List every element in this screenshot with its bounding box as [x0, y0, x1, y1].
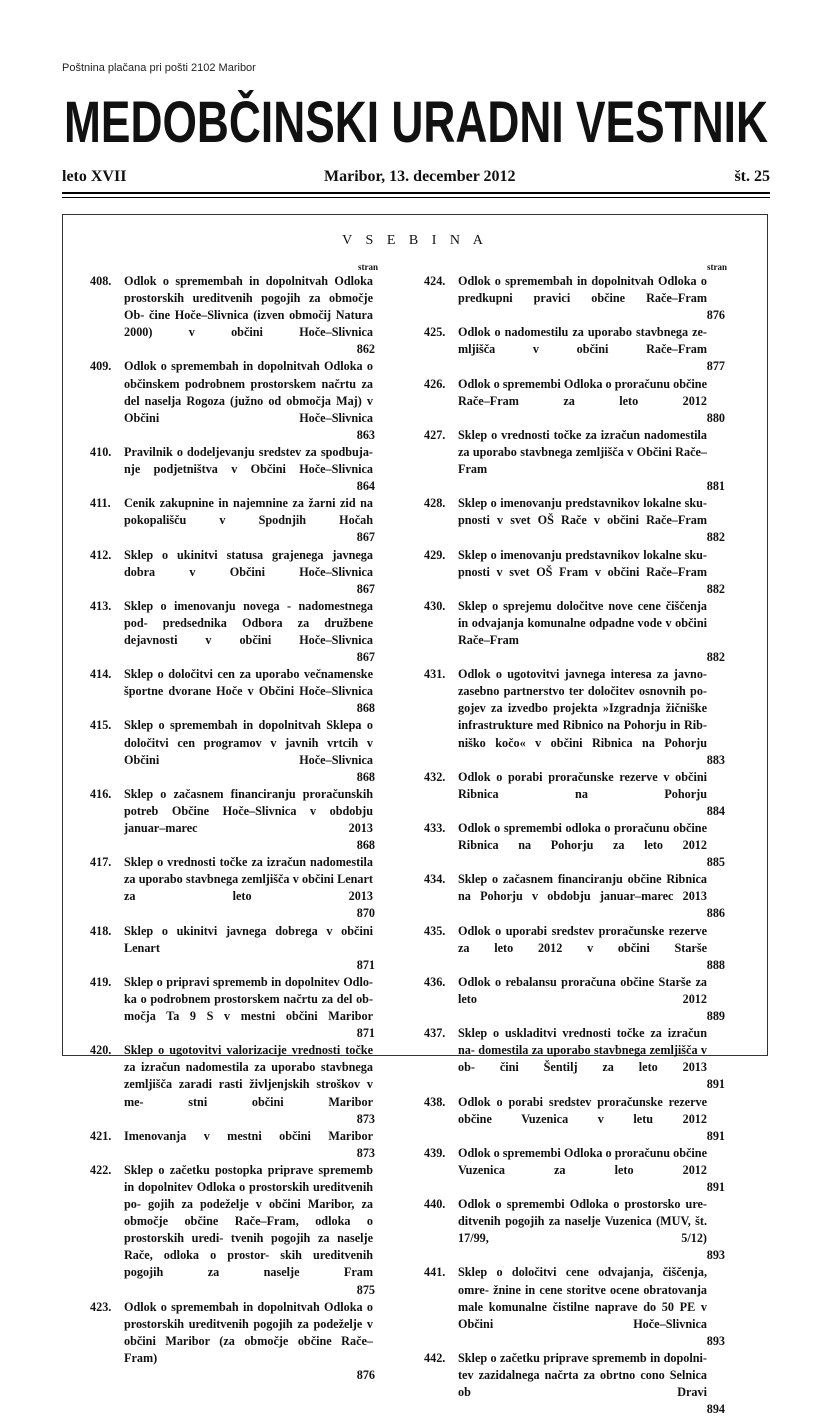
entry-page: 885 — [706, 855, 725, 870]
entry-page: 876 — [356, 1368, 375, 1382]
contents-box — [62, 214, 768, 1417]
entry-page: 891 — [706, 1077, 725, 1092]
masthead-title-graphic — [62, 90, 770, 150]
entry-number: 428. — [424, 496, 446, 511]
entry-title: Sklep o imenovanju predstavnikov lokalne sku- pnosti v svet OŠ Fram v občini Rače–Fram — [458, 547, 707, 579]
entry-title: Odlok o nadomestilu za uporabo stavbnega ze- mljišča v občini Rače–Fram — [458, 325, 707, 357]
entry-number: 422. — [90, 1162, 112, 1177]
entry-title: Odlok o spremembi odloka o proračunu občine Ribnica na Pohorju za leto 2012 — [458, 821, 707, 853]
contents-entry — [424, 598, 725, 666]
entry-title: Odlok o porabi sredstev proračunske rezerve občine Vuzenica v letu 2012 — [458, 1094, 707, 1126]
entry-title: Sklep o pripravi sprememb in dopolnitev Odlo- ka o podrobnem prostorskem načrtu za del ob- močja Ta 9 S v mestni občini Maribor — [124, 974, 373, 1024]
entry-page: 888 — [706, 957, 725, 972]
page-column-label: stran — [707, 262, 727, 272]
contents-entry — [90, 974, 373, 1042]
entry-page: 868 — [356, 838, 375, 853]
entry-number: 416. — [90, 786, 112, 801]
contents-entry — [90, 854, 373, 922]
entry-number: 431. — [424, 667, 446, 682]
contents-column-right — [424, 261, 727, 1418]
contents-entry — [424, 1025, 725, 1093]
entry-title: Imenovanja v mestni občini Maribor — [124, 1128, 373, 1143]
entry-title: Sklep o začasnem financiranju proračunskih potreb Občine Hoče–Slivnica v obdobju januar–marec 2013 — [124, 786, 373, 835]
entry-page: 873 — [356, 1145, 375, 1160]
entry-page: 871 — [356, 957, 375, 972]
entry-page: 893 — [706, 1248, 725, 1263]
entry-page: 873 — [356, 1111, 375, 1126]
contents-entry — [424, 1350, 725, 1418]
entry-page: 862 — [356, 342, 375, 357]
contents-entry — [424, 769, 725, 820]
entry-number: 419. — [90, 974, 112, 989]
contents-entry — [90, 547, 373, 598]
contents-entry — [424, 666, 725, 769]
issue-number: št. 25 — [734, 168, 770, 185]
contents-entry — [90, 923, 373, 974]
entry-number: 409. — [90, 359, 112, 374]
page-column-label: stran — [358, 262, 378, 272]
masthead — [62, 90, 770, 150]
entry-number: 420. — [90, 1043, 112, 1058]
entry-page: 867 — [356, 530, 375, 545]
contents-entry — [424, 923, 725, 974]
entry-title: Sklep o vrednosti točke za izračun nadomestila za uporabo stavbnega zemljišča v občini Lenart za leto 2013 — [124, 855, 373, 904]
contents-entry — [90, 786, 373, 854]
entry-number: 437. — [424, 1026, 446, 1041]
entry-page: 867 — [356, 650, 375, 665]
entry-number: 413. — [90, 598, 112, 613]
entry-page: 871 — [356, 1026, 375, 1041]
entry-page: 877 — [706, 359, 725, 374]
entry-page: 882 — [706, 581, 725, 596]
postage-note: Poštnina plačana pri pošti 2102 Maribor — [62, 62, 256, 74]
entry-number: 436. — [424, 974, 446, 989]
contents-entry — [424, 324, 725, 375]
entry-page: 882 — [706, 650, 725, 665]
contents-entry — [90, 1128, 373, 1162]
entry-number: 429. — [424, 547, 446, 562]
entry-title: Odlok o spremembah in dopolnitvah Odloka o predkupni pravici občine Rače–Fram — [458, 274, 707, 306]
entry-page: 882 — [706, 530, 725, 545]
entry-page: 883 — [706, 752, 725, 767]
entry-number: 434. — [424, 872, 446, 887]
entry-title: Odlok o ugotovitvi javnega interesa za javno- zasebno partnerstvo ter določitev osnovnih po- gojev za izvedbo projekta »Izgradnja žičniške infrastrukture med Ribnico na Pohorju in Rib- niško kočo« v občini Ribnica na Pohorju — [458, 667, 707, 750]
entry-title: Sklep o začasnem financiranju občine Ribnica na Pohorju v obdobju januar–marec 2013 — [458, 872, 707, 904]
contents-entry — [424, 376, 725, 427]
entry-title: Odlok o rebalansu proračuna občine Starše za leto 2012 — [458, 974, 707, 1006]
entry-number: 433. — [424, 821, 446, 835]
issue-meta — [62, 168, 770, 190]
entry-number: 417. — [90, 855, 112, 870]
entry-number: 439. — [424, 1145, 446, 1160]
contents-entry — [90, 495, 373, 546]
entry-title: Sklep o začetku priprave sprememb in dopolni- tev zazidalnega načrta za obrtno cono Selnica ob Dravi — [458, 1350, 707, 1400]
entry-title: Sklep o ukinitvi statusa grajenega javnega dobra v Občini Hoče–Slivnica — [124, 547, 373, 579]
entry-number: 415. — [90, 718, 112, 733]
contents-entry — [90, 1299, 373, 1384]
entry-number: 426. — [424, 376, 446, 391]
entry-page: 894 — [706, 1402, 725, 1417]
entry-page: 876 — [706, 308, 725, 323]
entry-title: Sklep o določitvi cen za uporabo večnamenske športne dvorane Hoče v Občini Hoče–Slivnica — [124, 667, 373, 699]
entry-title: Sklep o spremembah in dopolnitvah Sklepa o določitvi cen programov v javnih vrtcih v Občini Hoče–Slivnica — [124, 718, 373, 767]
contents-entry — [90, 717, 373, 785]
contents-entry — [90, 598, 373, 666]
entry-number: 441. — [424, 1265, 446, 1280]
entry-number: 423. — [90, 1299, 112, 1314]
entry-number: 442. — [424, 1350, 446, 1365]
contents-entry — [90, 358, 373, 443]
contents-entry — [424, 1094, 725, 1145]
contents-entry — [424, 273, 725, 324]
entry-title: Sklep o vrednosti točke za izračun nadomestila za uporabo stavbnega zemljišča v Občini Rače– Fram — [458, 427, 707, 477]
entry-page: 891 — [706, 1179, 725, 1194]
issue-date: Maribor, 13. december 2012 — [324, 168, 516, 185]
contents-entry — [424, 427, 725, 495]
entry-title: Odlok o spremembi Odloka o prostorsko ure- ditvenih pogojih za naselje Vuzenica (MUV, št. 17/99, 5/12) — [458, 1197, 707, 1246]
entry-title: Sklep o začetku postopka priprave sprememb in dopolnitev Odloka o prostorskih ureditvenih po- gojih za podeželje v občini Maribor, za območje občine Rače–Fram, odloka o prostorskih uredi- tvenih pogojih za naselje Rače, odloka o prostor- skih ureditvenih pogojih za naselje Fram — [124, 1162, 373, 1280]
entry-number: 440. — [424, 1197, 446, 1212]
contents-entry — [90, 444, 373, 495]
entry-title: Sklep o določitvi cene odvajanja, čiščenja, omre- žnine in cene storitve ocene obratovanja male komunalne čistilne naprave do 50 PE v Občini Hoče–Slivnica — [458, 1265, 707, 1331]
contents-entry — [424, 547, 725, 598]
entry-number: 408. — [90, 274, 112, 288]
entry-number: 410. — [90, 444, 112, 459]
contents-heading: V S E B I N A — [342, 233, 488, 248]
entry-page: 864 — [356, 479, 375, 494]
entry-title: Pravilnik o dodeljevanju sredstev za spodbuja- nje podjetništva v Občini Hoče–Slivnica — [124, 444, 373, 477]
issue-year: leto XVII — [62, 168, 127, 185]
entry-number: 424. — [424, 274, 446, 288]
entry-title: Odlok o spremembah in dopolnitvah Odloka prostorskih ureditvenih pogojih za območje Ob- čine Hoče–Slivnica (izven območij Natura 2000) v občini Hoče–Slivnica — [124, 274, 373, 340]
entry-number: 425. — [424, 325, 446, 340]
contents-entry — [424, 1196, 725, 1264]
contents-entry — [90, 666, 373, 717]
contents-entry — [424, 820, 725, 871]
contents-entry — [90, 1042, 373, 1127]
contents-entry — [424, 1264, 725, 1349]
entry-number: 438. — [424, 1094, 446, 1109]
entry-number: 412. — [90, 547, 112, 562]
entry-title: Odlok o spremembah in dopolnitvah Odloka o občinskem podrobnem prostorskem načrtu za del naselja Rogoza (južno od območja Maj) v Občini Hoče–Slivnica — [124, 359, 373, 425]
contents-entry — [424, 871, 725, 922]
entry-number: 414. — [90, 667, 112, 682]
entry-title: Odlok o spremembah in dopolnitvah Odloka o prostorskih ureditvenih pogojih za podeželje v občini Maribor (za območje občine Rače–Fram) — [124, 1299, 373, 1365]
entry-title: Odlok o uporabi sredstev proračunske rezerve za leto 2012 v občini Starše — [458, 923, 707, 955]
entry-page: 889 — [706, 1009, 725, 1024]
entry-page: 870 — [356, 906, 375, 921]
entry-page: 868 — [356, 701, 375, 716]
entry-number: 427. — [424, 427, 446, 442]
entry-number: 430. — [424, 598, 446, 613]
entry-page: 893 — [706, 1333, 725, 1348]
header-rule-thin — [62, 197, 770, 198]
entry-title: Sklep o sprejemu določitve nove cene čiščenja in odvajanja komunalne odpadne vode v občini Rače–Fram — [458, 598, 707, 647]
contents-entry — [424, 974, 725, 1025]
entry-title: Cenik zakupnine in najemnine za žarni zid na pokopališču v Spodnjih Hočah — [124, 496, 373, 528]
entry-number: 418. — [90, 923, 112, 938]
entry-title: Sklep o ugotovitvi valorizacije vrednosti točke za izračun nadomestila za uporabo stavbnega zemljišča zaradi rasti življenjskih stroškov v me- stni občini Maribor — [124, 1043, 373, 1109]
entry-number: 432. — [424, 769, 446, 784]
entry-page: 863 — [356, 427, 375, 442]
entry-page: 875 — [356, 1282, 375, 1297]
entry-title: Odlok o spremembi Odloka o proračunu občine Vuzenica za leto 2012 — [458, 1145, 707, 1177]
entry-page: 880 — [706, 410, 725, 425]
masthead-title: MEDOBČINSKI URADNI VESTNIK — [64, 90, 769, 150]
entry-page: 868 — [356, 769, 375, 784]
entry-title: Sklep o ukinitvi javnega dobrega v občini Lenart — [124, 923, 373, 955]
entry-page: 891 — [706, 1128, 725, 1143]
contents-entry — [90, 273, 373, 358]
contents-column-left — [90, 261, 378, 1384]
entry-number: 411. — [90, 496, 111, 511]
entry-page: 886 — [706, 906, 725, 921]
header-rule — [62, 192, 770, 194]
entry-number: 421. — [90, 1128, 112, 1143]
entry-title: Odlok o spremembi Odloka o proračunu občine Rače–Fram za leto 2012 — [458, 376, 707, 408]
entry-number: 435. — [424, 923, 446, 938]
entry-page: 867 — [356, 581, 375, 596]
entry-page: 881 — [706, 479, 725, 494]
contents-entry — [424, 1145, 725, 1196]
entry-title: Odlok o porabi proračunske rezerve v občini Ribnica na Pohorju — [458, 769, 707, 801]
contents-entry — [424, 495, 725, 546]
contents-entry — [90, 1162, 373, 1299]
entry-title: Sklep o imenovanju predstavnikov lokalne sku- pnosti v svet OŠ Rače v občini Rače–Fram — [458, 496, 707, 528]
entry-title: Sklep o imenovanju novega - nadomestnega pod- predsednika Odbora za družbene dejavnosti v občini Hoče–Slivnica — [124, 598, 373, 647]
entry-page: 884 — [706, 803, 725, 818]
entry-title: Sklep o uskladitvi vrednosti točke za izračun na- domestila za uporabo stavbnega zemljišča v ob- čini Šentilj za leto 2013 — [458, 1026, 707, 1075]
